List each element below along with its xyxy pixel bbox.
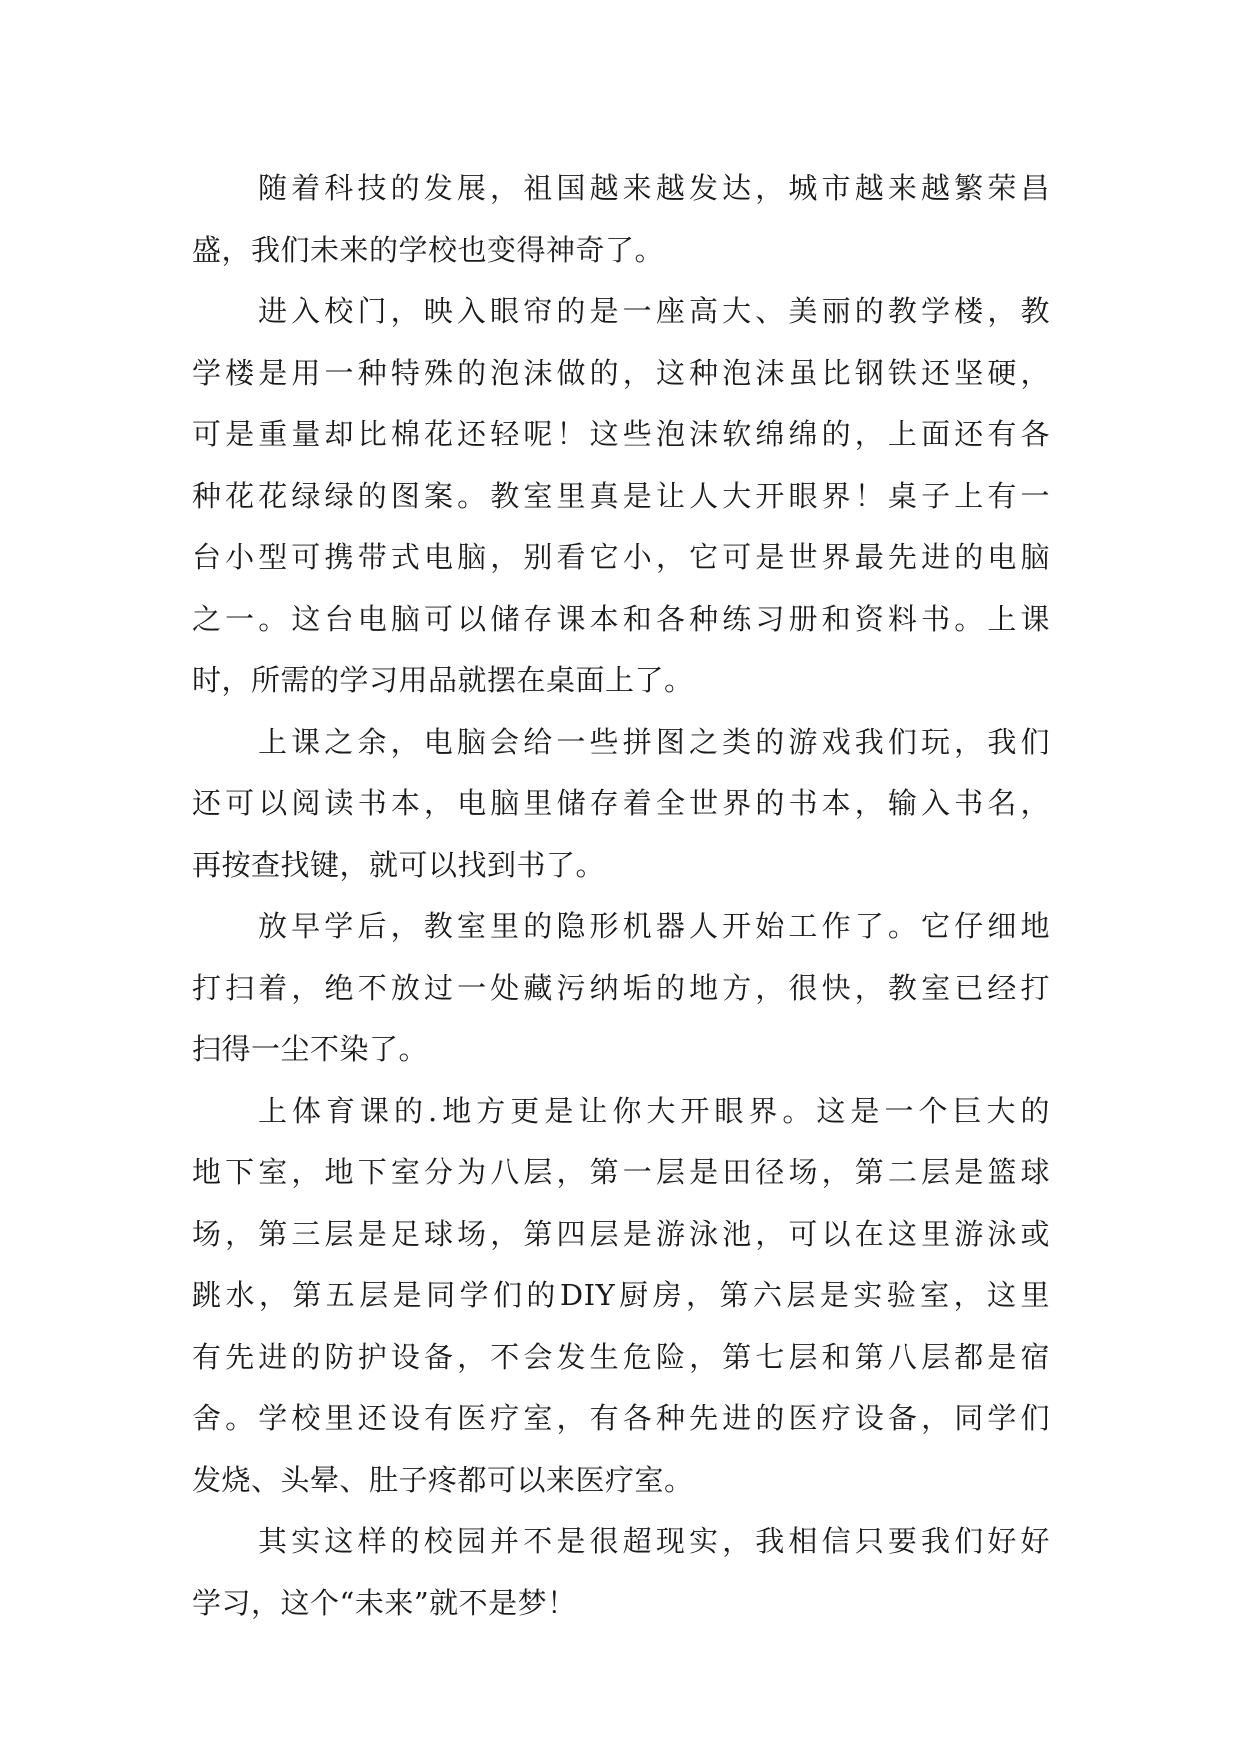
text-line: 可是重量却比棉花还轻呢！这些泡沫软绵绵的，上面还有各 — [192, 417, 1050, 451]
paragraph — [192, 158, 1050, 281]
text-line: 盛，我们未来的学校也变得神奇了。 — [192, 232, 665, 267]
text-line: 种花花绿绿的图案。教室里真是让人大开眼界！桌子上有一 — [192, 478, 1050, 513]
text-line: 地下室，地下室分为八层，第一层是田径场，第二层是篮球 — [192, 1155, 1050, 1189]
text-line: 进入校门，映入眼帘的是一座高大、美丽的教学楼，教 — [258, 294, 1050, 328]
text-line: 打扫着，绝不放过一处藏污纳垢的地方，很快，教室已经打 — [192, 970, 1050, 1005]
text-line: 上体育课的.地方更是让你大开眼界。这是一个巨大的 — [258, 1093, 1050, 1128]
document-body — [192, 158, 1050, 1634]
text-line: 其实这样的校园并不是很超现实，我相信只要我们好好 — [258, 1524, 1050, 1558]
paragraph — [192, 896, 1050, 1081]
text-line: 学习，这个“未来”就不是梦！ — [192, 1585, 577, 1620]
text-line: 上课之余，电脑会给一些拼图之类的游戏我们玩，我们 — [258, 724, 1050, 759]
paragraph — [192, 281, 1050, 712]
text-line: 还可以阅读书本，电脑里储存着全世界的书本，输入书名， — [192, 786, 1050, 820]
text-line: 舍。学校里还设有医疗室，有各种先进的医疗设备，同学们 — [192, 1401, 1050, 1435]
text-line: 随着科技的发展，祖国越来越发达，城市越来越繁荣昌 — [258, 171, 1050, 205]
text-line: 台小型可携带式电脑，别看它小，它可是世界最先进的电脑 — [192, 540, 1050, 574]
paragraph — [192, 1511, 1050, 1634]
text-line: 再按查找键，就可以找到书了。 — [192, 847, 606, 882]
text-line: 发烧、头晕、肚子疼都可以来医疗室。 — [192, 1462, 694, 1497]
text-line: 学楼是用一种特殊的泡沫做的，这种泡沫虽比钢铁还坚硬， — [192, 355, 1050, 390]
text-line: 时，所需的学习用品就摆在桌面上了。 — [192, 663, 694, 697]
text-line: 放早学后，教室里的隐形机器人开始工作了。它仔细地 — [258, 909, 1050, 943]
paragraph — [192, 1081, 1050, 1512]
text-line: 跳水，第五层是同学们的DIY厨房，第六层是实验室，这里 — [192, 1278, 1050, 1312]
paragraph — [192, 712, 1050, 897]
text-line: 之一。这台电脑可以储存课本和各种练习册和资料书。上课 — [192, 601, 1050, 636]
text-line: 有先进的防护设备，不会发生危险，第七层和第八层都是宿 — [192, 1339, 1050, 1374]
text-line: 扫得一尘不染了。 — [192, 1032, 429, 1066]
text-line: 场，第三层是足球场，第四层是游泳池，可以在这里游泳或 — [192, 1216, 1050, 1251]
